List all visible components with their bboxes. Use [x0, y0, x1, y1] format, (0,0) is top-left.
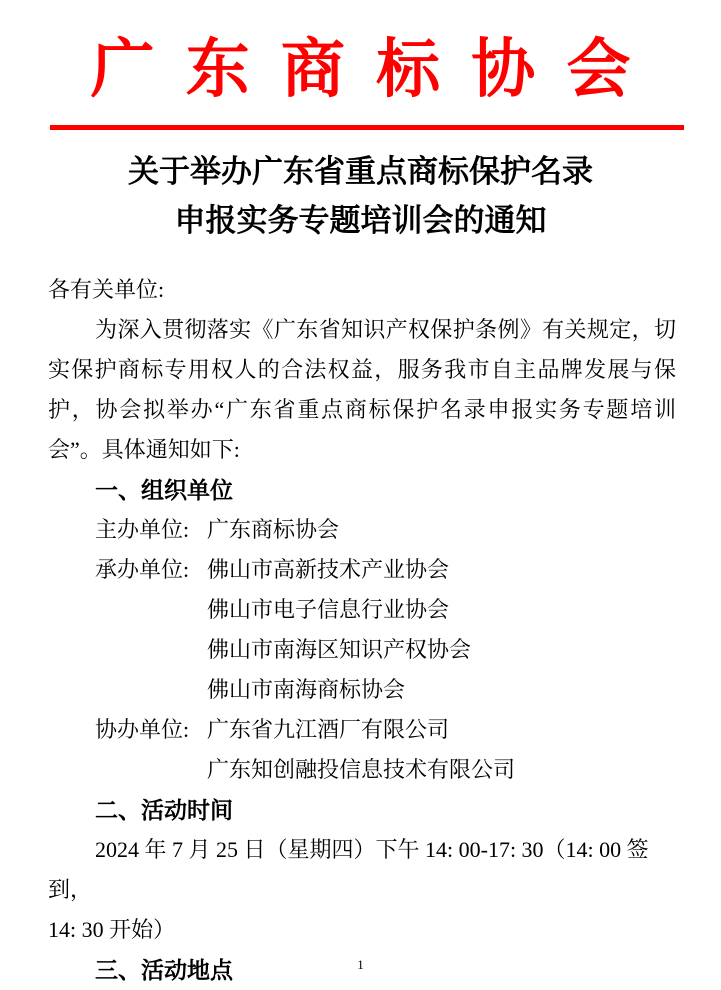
organizer-item: 佛山市南海商标协会: [207, 677, 406, 702]
organizer-item: 佛山市南海区知识产权协会: [207, 637, 472, 662]
letterhead-char: 东: [185, 34, 250, 105]
letterhead-org-name: [91, 0, 631, 106]
page-number: 1: [357, 957, 364, 972]
group-items: [207, 510, 676, 550]
letterhead-divider-rule: [50, 125, 684, 130]
organizer-item: 广东省九江酒厂有限公司: [207, 717, 450, 742]
section-heading-event-location: 三、活动地点: [95, 957, 233, 983]
intro-line: 为深入贯彻落实《广东省知识产权保护条例》有关规定，切: [95, 317, 676, 342]
organizer-item: 佛山市电子信息行业协会: [207, 597, 450, 622]
letterhead-char: 广: [90, 34, 155, 105]
notice-title-line2: 申报实务专题培训会的通知: [174, 203, 547, 238]
letterhead-char: 标: [376, 34, 441, 105]
organizer-group-undertaker: [48, 550, 676, 710]
group-items: [207, 550, 676, 710]
section-heading-event-time: 二、活动时间: [95, 797, 233, 823]
letterhead-char: 商: [280, 34, 345, 105]
event-time-line: 14: 30 开始）: [48, 917, 176, 942]
organizer-item: 广东商标协会: [207, 517, 340, 542]
intro-line: 会”。具体通知如下:: [48, 437, 240, 462]
organizer-group-host: [48, 510, 676, 550]
event-time-line: 2024 年 7 月 25 日（星期四）下午 14: 00-17: 30（14: 00 签到，: [48, 837, 649, 902]
section-heading-organizers: 一、组织单位: [95, 477, 233, 503]
intro-line: 护，协会拟举办“广东省重点商标保护名录申报实务专题培训: [48, 397, 676, 422]
notice-body: [0, 270, 721, 990]
notice-title-line1: 关于举办广东省重点商标保护名录: [128, 154, 593, 189]
organizer-group-co-organizer: [48, 710, 676, 790]
group-items: [207, 710, 676, 790]
group-label: 主办单位:: [95, 517, 190, 542]
organizer-item: 广东知创融投信息技术有限公司: [207, 757, 516, 782]
letterhead-char: 协: [471, 34, 536, 105]
salutation: 各有关单位:: [48, 277, 165, 302]
organizer-item: 佛山市高新技术产业协会: [207, 557, 450, 582]
intro-line: 实保护商标专用权人的合法权益，服务我市自主品牌发展与保: [48, 357, 676, 382]
group-label: 协办单位:: [95, 717, 190, 742]
group-label: 承办单位:: [95, 557, 190, 582]
notice-title: [0, 147, 721, 245]
letterhead-char: 会: [566, 34, 631, 105]
